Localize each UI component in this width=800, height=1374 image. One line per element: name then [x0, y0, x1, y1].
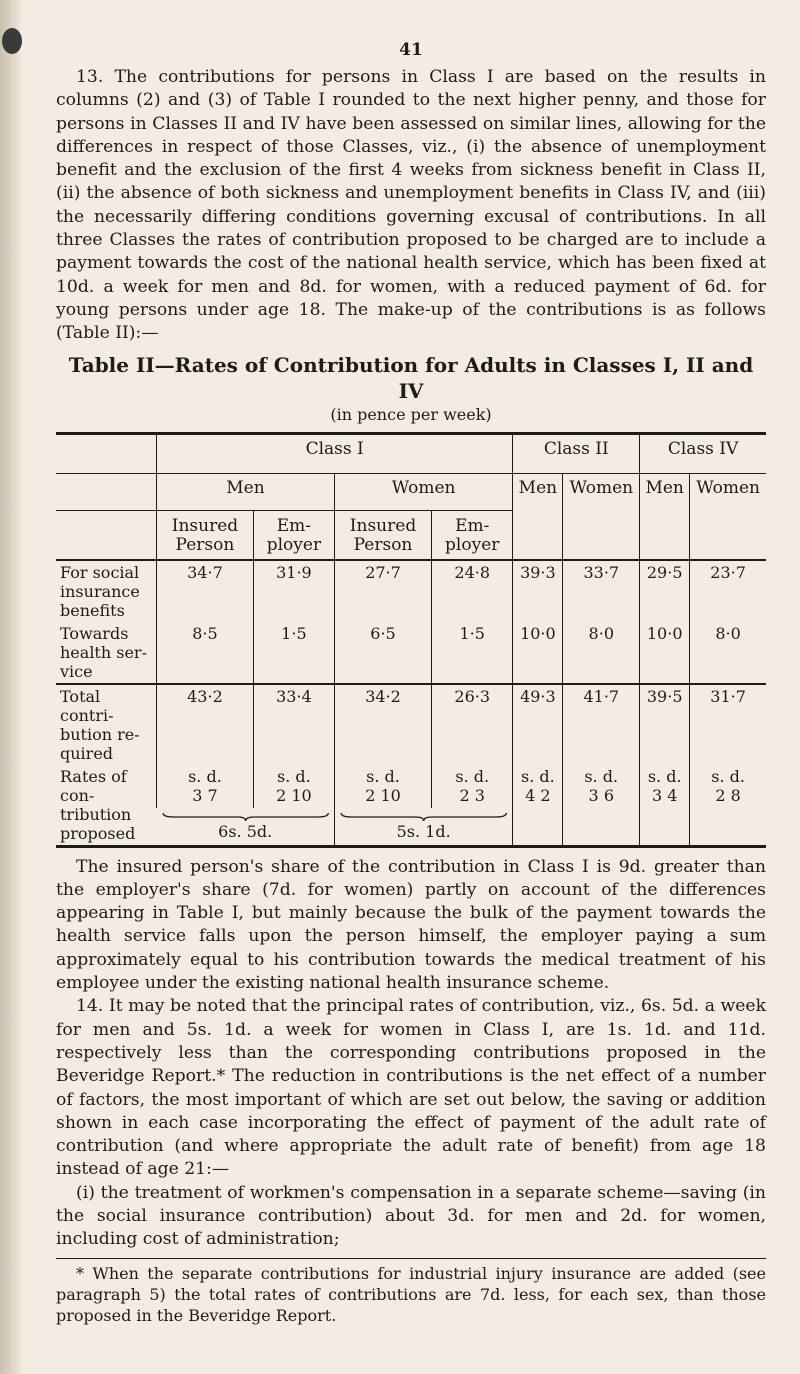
list-item-i: (i) the treatment of workmen's compensation in a separate scheme—saving (in the social insurance contribution) about 3d. for men and 2d. for women, including cost of administration; [56, 1182, 766, 1250]
table-cell: 33·7 [563, 560, 640, 622]
class-i-women-total: 5s. 1d. [334, 808, 512, 846]
paragraph-after-table: The insured person's share of the contribution in Class I is 9d. greater than the employer's share (7d. for women) partly on account of the differences appearing in Table I, but mainly because the bulk of the payment towards the health service falls upon the person himself, the employer paying a sum approximately equal to his contribution towards the medical treatment of his employee under the existing national health insurance scheme. [56, 856, 766, 994]
table-cell: 6·5 [334, 622, 431, 684]
table-cell: 34·7 [157, 560, 254, 622]
class-ii-men-header: Men [513, 473, 563, 560]
class-iv-women-header: Women [690, 473, 766, 560]
table-cell: 43·2 [157, 684, 254, 765]
paragraph-13: 13. The contributions for persons in Class I are based on the results in columns (2) and (3) of Table I rounded to the next higher penny, and those for persons in Classes II and IV have been assessed on similar lines, allowing for the differences in respect of those Classes, viz., (i) the absence of unemployment benefit and the exclusion of the first 4 weeks from sickness benefit in Class II, (ii) the absence of both sickness and unemployment benefits in Class IV, and (iii) the necessarily differing conditions governing excusal of contributions. In all three Classes the rates of contribution proposed to be charged are to include a payment towards the cost of the national health service, which has been fixed at 10d. a week for men and 8d. for women, with a reduced payment of 6d. for young persons under age 18. The make-up of the contributions is as follows (Table II):— [56, 67, 766, 344]
table-cell: 49·3 [513, 684, 563, 765]
class-i-men-total: 6s. 5d. [157, 808, 335, 846]
document-page [56, 40, 766, 1326]
table-cell: 10·0 [513, 622, 563, 684]
table-row [56, 560, 766, 622]
row-label-total-contribution: Total contri- bution re- quired [56, 684, 157, 765]
class-i-men-header: Men [157, 473, 335, 510]
table-title: Table II—Rates of Contribution for Adults in Classes I, II and IV [68, 352, 754, 403]
table-cell: s. d. 3 6 [563, 765, 640, 847]
table-cell: 8·0 [563, 622, 640, 684]
table-cell: s. d. 2 10 [334, 765, 431, 809]
table-cell: s. d. 4 2 [513, 765, 563, 847]
class-iv-men-header: Men [640, 473, 690, 560]
row-label-rates-proposed: Rates of con- tribution proposed [60, 766, 136, 843]
table-cell: s. d. 3 7 [157, 765, 254, 809]
table-cell: 31·9 [253, 560, 334, 622]
insured-person-header-men: Insured Person [157, 510, 254, 560]
binding-hole [2, 28, 22, 54]
table-cell: 31·7 [690, 684, 766, 765]
page-number: 41 [399, 40, 423, 60]
employer-header-men: Em- ployer [253, 510, 334, 560]
table-cell: 8·0 [690, 622, 766, 684]
class-i-header: Class I [157, 433, 513, 473]
table-cell: 1·5 [253, 622, 334, 684]
class-ii-women-header: Women [563, 473, 640, 560]
table-cell: s. d. 2 10 [253, 765, 334, 809]
table-cell: 39·5 [640, 684, 690, 765]
brace-icon [161, 812, 330, 822]
table-cell: s. d. 2 8 [690, 765, 766, 847]
table-cell: 29·5 [640, 560, 690, 622]
page-binding-edge [0, 0, 22, 1374]
table-row [56, 684, 766, 765]
table-corner [56, 433, 157, 473]
table-cell: 27·7 [334, 560, 431, 622]
table-cell: s. d. 3 4 [640, 765, 690, 847]
table-cell: 1·5 [432, 622, 513, 684]
table-subtitle: (in pence per week) [330, 404, 492, 424]
footnote-divider [56, 1258, 766, 1259]
table-cell: s. d. 2 3 [432, 765, 513, 809]
table-cell: 39·3 [513, 560, 563, 622]
row-label-social-insurance: For social insurance benefits [56, 560, 157, 622]
table-cell: 33·4 [253, 684, 334, 765]
class-ii-header: Class II [513, 433, 640, 473]
table-cell: 8·5 [157, 622, 254, 684]
row-label-health-service: Towards health ser- vice [60, 623, 147, 681]
table-cell: 24·8 [432, 560, 513, 622]
class-i-women-header: Women [334, 473, 512, 510]
employer-header-women: Em- ployer [432, 510, 513, 560]
table-row [56, 765, 766, 809]
brace-icon [339, 812, 508, 822]
insured-person-header-women: Insured Person [334, 510, 431, 560]
class-iv-header: Class IV [640, 433, 766, 473]
table-cell: 34·2 [334, 684, 431, 765]
footnote: * When the separate contributions for industrial injury insurance are added (see paragraph 5) the total rates of contributions are 7d. less, for each sex, than those proposed in the Beveridge Report. [56, 1263, 766, 1325]
table-row [56, 622, 766, 684]
contribution-rates-table [56, 432, 766, 848]
table-cell: 23·7 [690, 560, 766, 622]
table-cell: 26·3 [432, 684, 513, 765]
table-cell: 41·7 [563, 684, 640, 765]
paragraph-14: 14. It may be noted that the principal rates of contribution, viz., 6s. 5d. a week for men and 5s. 1d. a week for women in Class I, are 1s. 1d. and 11d. respectively less than the corresponding contributions proposed in the Beveridge Report.* The reduction in contributions is the net effect of a number of factors, the most important of which are set out below, the saving or addition shown in each case incorporating the effect of payment of the adult rate of contribution (and where appropriate the adult rate of benefit) from age 18 instead of age 21:— [56, 996, 766, 1180]
table-cell: 10·0 [640, 622, 690, 684]
